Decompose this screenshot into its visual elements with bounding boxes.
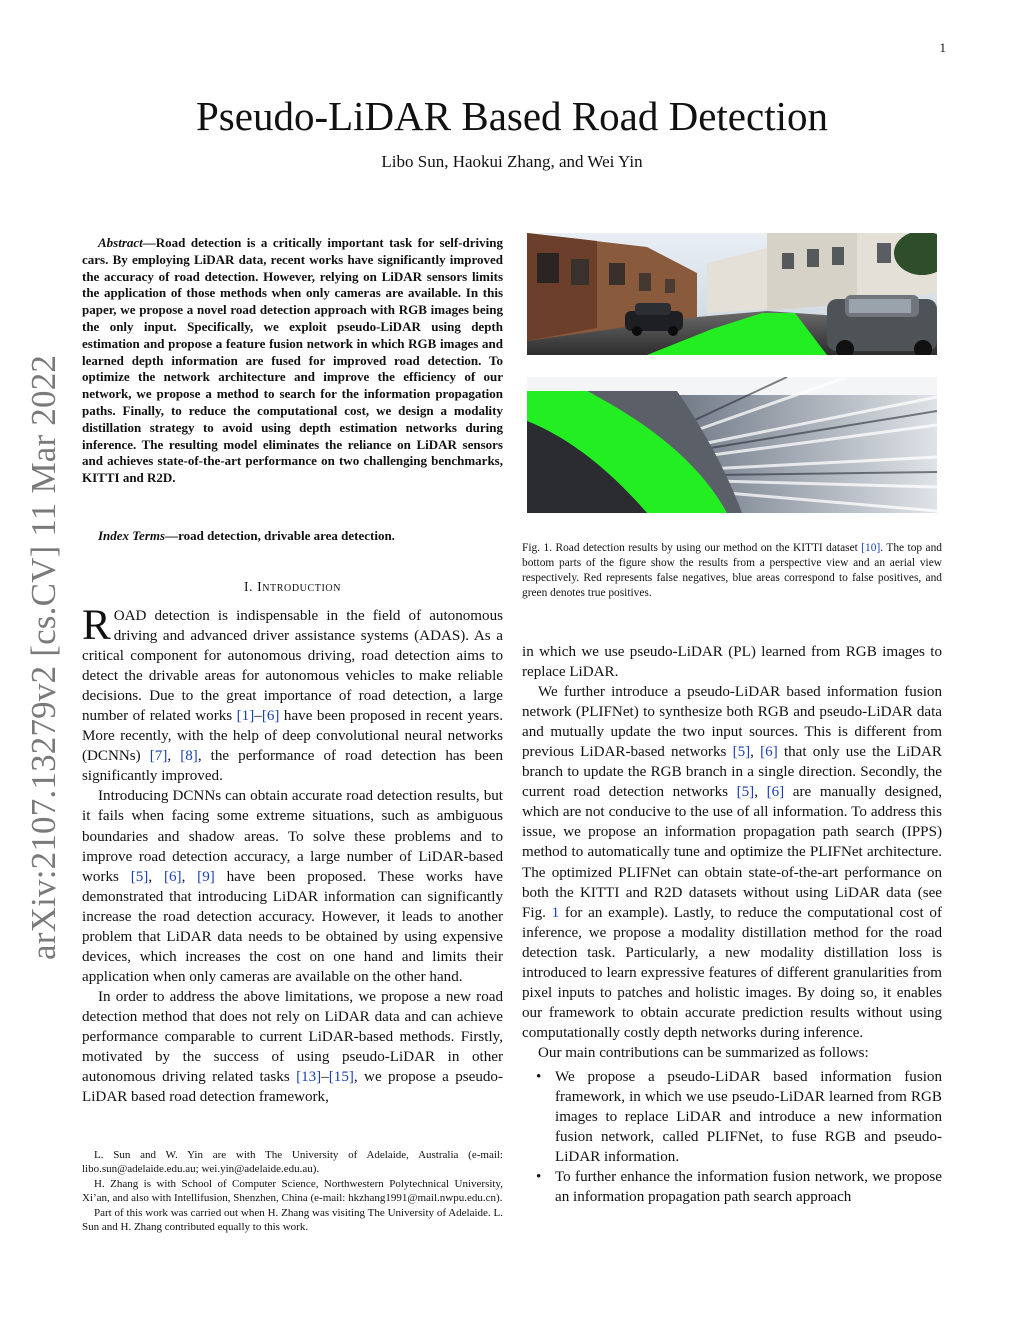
caption-text: Fig. 1. Road detection results by using our method on the KITTI dataset — [522, 542, 862, 554]
perspective-road-image — [527, 233, 937, 355]
right-paragraph-3: Our main contributions can be summarized as follows: — [538, 1044, 869, 1061]
body-text: We further introduce a pseudo-LiDAR based information fusion network (PLIFNet) to synthesize both RGB and pseudo-LiDAR data and mutually update the two input sources. This is different from previous LiDAR-based networks — [522, 684, 942, 761]
intro-text: , — [167, 748, 181, 765]
citation-link[interactable]: [6] — [163, 868, 182, 885]
drop-cap: R — [82, 602, 111, 649]
section-title: Introduction — [257, 579, 342, 594]
contribution-item — [522, 1167, 942, 1207]
citation-link[interactable]: [8] — [180, 748, 198, 765]
section-number: I. — [243, 579, 254, 594]
intro-text: have been proposed in recent years. More recently, with the help of deep convolutional neural networks (DCNNs) — [82, 708, 503, 765]
arxiv-identifier: arXiv:2107.13279v2 [cs.CV] 11 Mar 2022 — [24, 354, 63, 960]
index-terms-label: Index Terms — [98, 528, 166, 543]
body-text: are manually designed, which are not conducive to the use of all information. To address this issue, we propose an information propagation path search (IPPS) method to automatically tune and optimize the PLIFNet architecture. The optimized PLIFNet can obtain state-of-the-art performance on both the KITTI and R2D datasets without using LiDAR data (see Fig. — [522, 784, 943, 921]
right-paragraph-1: in which we use pseudo-LiDAR (PL) learned from RGB images to replace LiDAR. — [522, 644, 942, 681]
intro-text: – — [321, 1069, 329, 1086]
intro-text: , — [148, 868, 164, 885]
right-paragraph-2 — [522, 682, 942, 1043]
footnote-affiliation-2: H. Zhang is with School of Computer Science, Northwestern Polytechnical University, Xi’an, and also with Intellifusion, Shenzhen, China (e-mail: hkzhang1991@mail.nwpu.edu.cn). — [82, 1178, 503, 1205]
figure-aerial-view — [527, 377, 937, 513]
intro-text: have been proposed. These works have demonstrated that introducing LiDAR information can significantly increase the road detection accuracy. However, it leads to another problem that LiDAR data needs to be obtained by using expensive devices, which increases the cost on one hand and limits their application when only cameras are available on the other hand. — [82, 868, 504, 985]
parked-car-right — [827, 295, 937, 355]
citation-link[interactable]: [6] — [261, 708, 280, 725]
citation-link[interactable]: [1] — [236, 708, 255, 725]
figure-caption — [522, 541, 942, 601]
body-text: , — [750, 744, 761, 761]
citation-link[interactable]: [15] — [328, 1069, 354, 1086]
citation-link[interactable]: [6] — [766, 784, 785, 801]
abstract — [82, 235, 503, 487]
citation-link[interactable]: [5] — [130, 868, 149, 885]
abstract-text: —Road detection is a critically important task for self-driving cars. By employing LiDAR data, recent works have significantly improved the accuracy of road detection. However, relying on LiDAR sensors limits the application of those methods when only cameras are available. In this paper, we propose a novel road detection approach with RGB images being the only input. Specifically, we exploit pseudo-LiDAR using depth estimation and propose a feature fusion network in which RGB images and learned depth information are fused for improved road detection. To optimize the network architecture and improve the efficiency of our network, we propose a method to search for the information propagation paths. Finally, to reduce the computational cost, we design a modality distillation strategy to avoid using depth estimation networks during inference. The resulting model eliminates the reliance on LiDAR sensors and achieves state-of-the-art performance on two challenging benchmarks, KITTI and R2D. — [82, 235, 503, 486]
contribution-text: To further enhance the information fusion network, we propose an information propagation path search approach — [555, 1169, 942, 1206]
intro-paragraph-3 — [82, 987, 503, 1107]
contribution-text: We propose a pseudo-LiDAR based information fusion framework, in which we use pseudo-LiDAR learned from RGB images to replace LiDAR and introduce a new information fusion network, called PLIFNet, to fuse RGB and pseudo-LiDAR information. — [555, 1068, 942, 1166]
intro-right-column — [522, 642, 942, 1207]
intro-text: In order to address the above limitations, we propose a new road detection method that does not rely on LiDAR data and can achieve performance comparable to current LiDAR-based methods. Firstly, motivated by the success of using pseudo-LiDAR in other autonomous driving related tasks — [82, 988, 503, 1086]
figure-perspective-view — [527, 233, 937, 355]
paper-title: Pseudo-LiDAR Based Road Detection — [196, 93, 828, 139]
index-terms-text: —road detection, drivable area detection. — [165, 528, 395, 543]
contribution-item — [522, 1067, 942, 1167]
contributions-list — [522, 1067, 942, 1207]
body-text: , — [754, 784, 767, 801]
body-text: for an example). Lastly, to reduce the computational cost of inference, we propose a modality distillation method for the road detection task. Particularly, a new modality distillation loss is introduced to learn expressive features of different granularities from pixel inputs to patches and holistic images. By doing so, it enables our framework to obtain accurate prediction results without using computationally costly depth networks during inference. — [522, 904, 942, 1041]
intro-left-column — [82, 602, 504, 1107]
intro-text: , — [181, 868, 198, 885]
abstract-label: Abstract — [98, 235, 143, 250]
figure-reference-link[interactable]: 1 — [551, 904, 560, 921]
intro-text: Introducing DCNNs can obtain accurate road detection results, but it fails when facing some extreme situations, such as ambiguous boundaries and shadow areas. To solve these problems and to improve road detection accuracy, a large number of LiDAR-based works — [82, 788, 503, 885]
footnote-contribution: Part of this work was carried out when H. Zhang was visiting The University of Adelaide. L. Sun and H. Zhang contributed equally to this work. — [82, 1207, 503, 1234]
intro-text: – — [254, 708, 262, 725]
intro-paragraph-2 — [82, 786, 503, 986]
body-text: that only use the LiDAR branch to update the RGB branch in a single direction. Secondly, the current road detection networks — [522, 744, 943, 801]
citation-link[interactable]: [5] — [736, 784, 755, 801]
page-number: 1 — [939, 40, 946, 55]
citation-link[interactable]: [13] — [296, 1069, 322, 1086]
intro-text: , we propose a pseudo-LiDAR based road detection framework, — [82, 1069, 503, 1106]
citation-link[interactable]: [6] — [760, 744, 778, 761]
paper-authors: Libo Sun, Haokui Zhang, and Wei Yin — [381, 152, 643, 171]
bullet-icon: • — [536, 1169, 542, 1186]
section-heading — [82, 579, 503, 595]
intro-text: , the performance of road detection has been significantly improved. — [82, 748, 504, 785]
index-terms — [82, 528, 503, 545]
footnotes — [82, 1148, 503, 1236]
citation-link[interactable]: [9] — [197, 868, 215, 885]
intro-text: OAD detection is indispensable in the field of autonomous driving and advanced driver assistance systems (ADAS). As a critical component for autonomous driving, road detection aims to detect the drivable areas for autonomous vehicles to make reliable decisions. Due to the great importance of road detection, a large number of related works — [82, 608, 503, 725]
intro-paragraph-1 — [82, 602, 504, 786]
bullet-icon: • — [536, 1068, 542, 1085]
aerial-road-image — [527, 377, 937, 513]
citation-link[interactable]: [10] — [861, 542, 881, 554]
footnote-affiliation-1: L. Sun and W. Yin are with The University of Adelaide, Australia (e-mail: libo.sun@adelaide.edu.au; wei.yin@adelaide.edu.au). — [82, 1149, 503, 1176]
citation-link[interactable]: [7] — [149, 748, 168, 765]
citation-link[interactable]: [5] — [732, 744, 751, 761]
caption-text: . The top and bottom parts of the figure show the results from a perspective view and an aerial view respectively. Red represents false negatives, blue areas correspond to false positives, and green denotes true positives. — [522, 542, 942, 599]
